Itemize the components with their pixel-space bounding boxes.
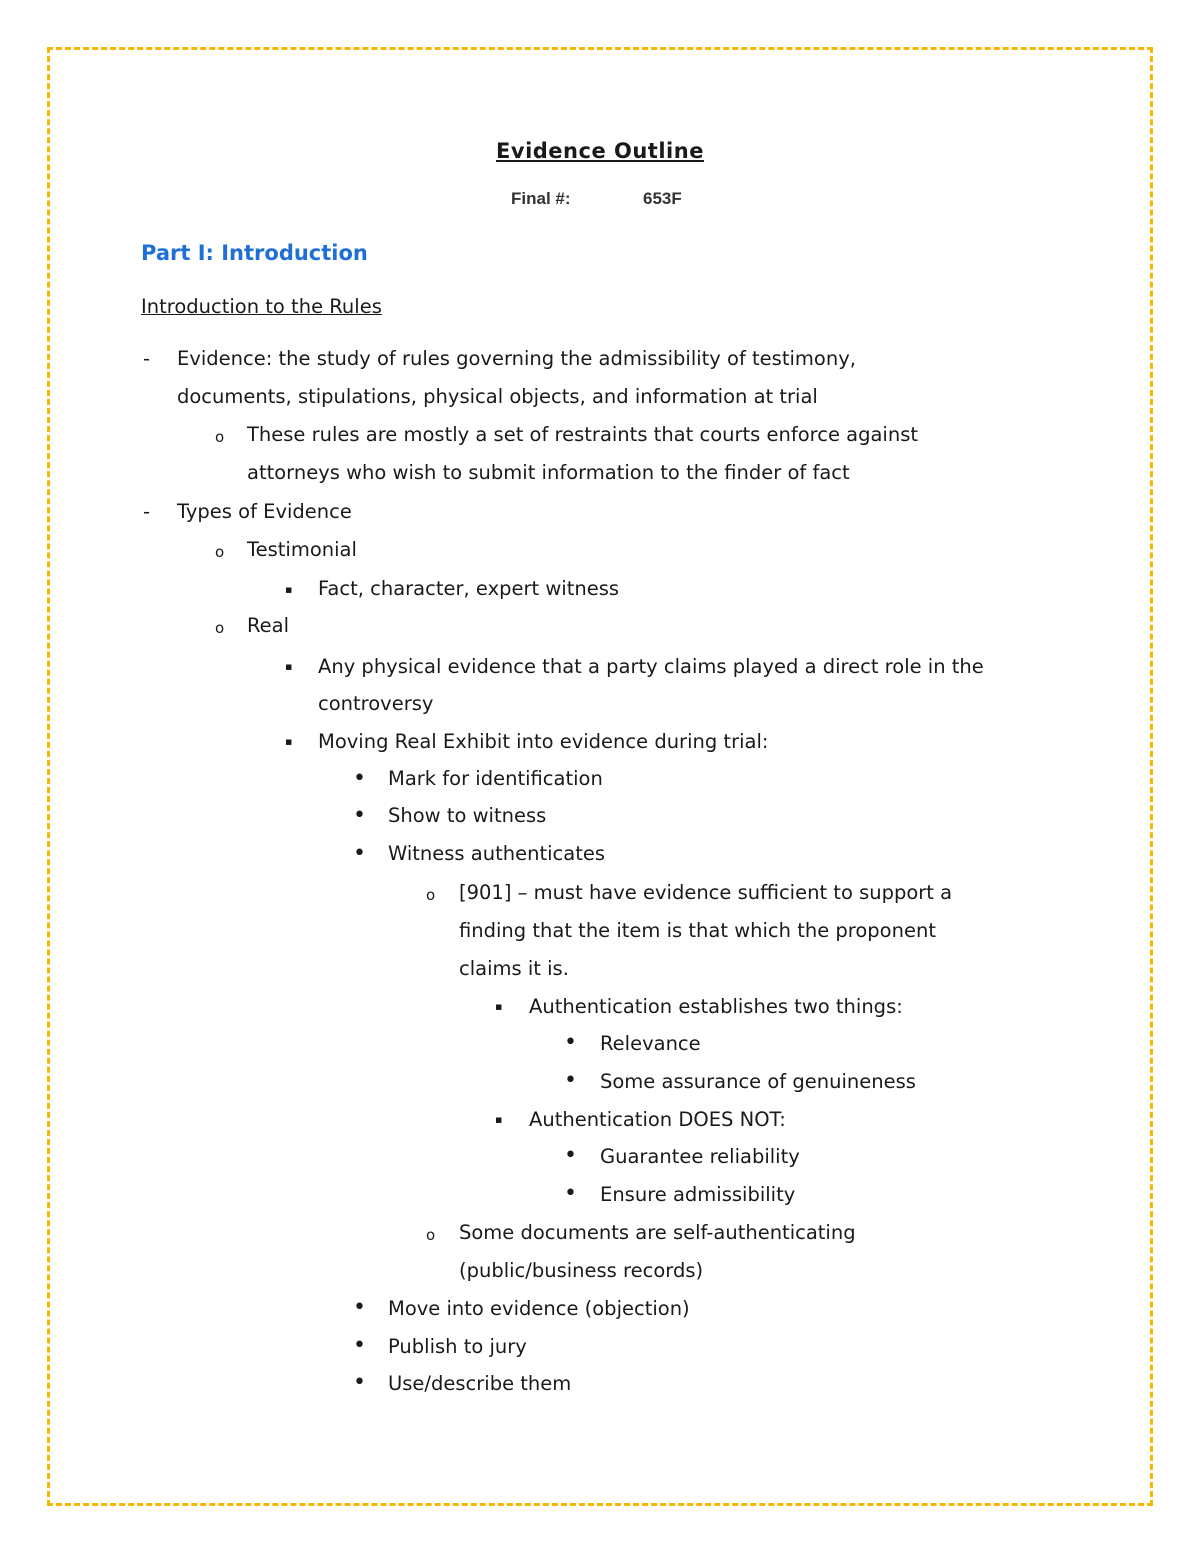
outline-line: Testimonial (247, 538, 357, 561)
outline-line: Authentication establishes two things: (529, 995, 903, 1018)
square-bullet: ▪ (495, 1113, 503, 1126)
outline-line: Mark for identification (388, 767, 603, 790)
dash-bullet: - (143, 347, 151, 370)
outline-line: [901] – must have evidence sufficient to support a (459, 881, 953, 904)
dot-bullet: • (564, 1143, 577, 1168)
outline-line: Fact, character, expert witness (318, 577, 620, 600)
final-code: 653F (643, 189, 682, 208)
outline-line: Types of Evidence (177, 500, 352, 523)
dot-bullet: • (353, 1370, 366, 1395)
outline-line: controversy (318, 692, 434, 715)
outline-line: Ensure admissibility (600, 1183, 796, 1206)
dot-bullet: • (564, 1030, 577, 1055)
outline-line: Some assurance of genuineness (600, 1070, 916, 1093)
square-bullet: ▪ (285, 583, 293, 596)
square-bullet: ▪ (285, 660, 293, 673)
dash-bullet: - (143, 500, 151, 523)
outline-line: Authentication DOES NOT: (529, 1108, 786, 1131)
square-bullet: ▪ (285, 735, 293, 748)
dot-bullet: • (564, 1068, 577, 1093)
outline-line: Show to witness (388, 804, 547, 827)
dot-bullet: • (353, 1333, 366, 1358)
final-number-row (511, 189, 682, 209)
outline-line: documents, stipulations, physical objects, and information at trial (177, 385, 818, 408)
outline-line: Use/describe them (388, 1372, 572, 1395)
square-bullet: ▪ (495, 1000, 503, 1013)
outline-line: Witness authenticates (388, 842, 605, 865)
outline-line: Some documents are self-authenticating (459, 1221, 856, 1244)
outline-line: These rules are mostly a set of restraints that courts enforce against (247, 423, 919, 446)
section-heading: Introduction to the Rules (141, 295, 382, 318)
circle-bullet: o (426, 1226, 436, 1244)
part-heading: Part I: Introduction (141, 241, 368, 265)
dot-bullet: • (564, 1181, 577, 1206)
outline-line: (public/business records) (459, 1259, 704, 1282)
circle-bullet: o (215, 619, 225, 637)
outline-line: Moving Real Exhibit into evidence during trial: (318, 730, 769, 753)
dot-bullet: • (353, 1295, 366, 1320)
outline-line: Relevance (600, 1032, 701, 1055)
outline-line: Evidence: the study of rules governing the admissibility of testimony, (177, 347, 856, 370)
outline-line: claims it is. (459, 957, 569, 980)
outline-line: Publish to jury (388, 1335, 527, 1358)
outline-line: Real (247, 614, 290, 637)
outline-line: Guarantee reliability (600, 1145, 800, 1168)
document-title: Evidence Outline (496, 139, 704, 163)
dot-bullet: • (353, 766, 366, 791)
dot-bullet: • (353, 803, 366, 828)
outline-line: Any physical evidence that a party claims played a direct role in the (318, 655, 984, 678)
circle-bullet: o (426, 886, 436, 904)
final-label: Final #: (511, 189, 571, 208)
dot-bullet: • (353, 841, 366, 866)
outline-line: finding that the item is that which the proponent (459, 919, 936, 942)
outline-line: Move into evidence (objection) (388, 1297, 690, 1320)
outline-line: attorneys who wish to submit information to the finder of fact (247, 461, 850, 484)
circle-bullet: o (215, 428, 225, 446)
circle-bullet: o (215, 543, 225, 561)
